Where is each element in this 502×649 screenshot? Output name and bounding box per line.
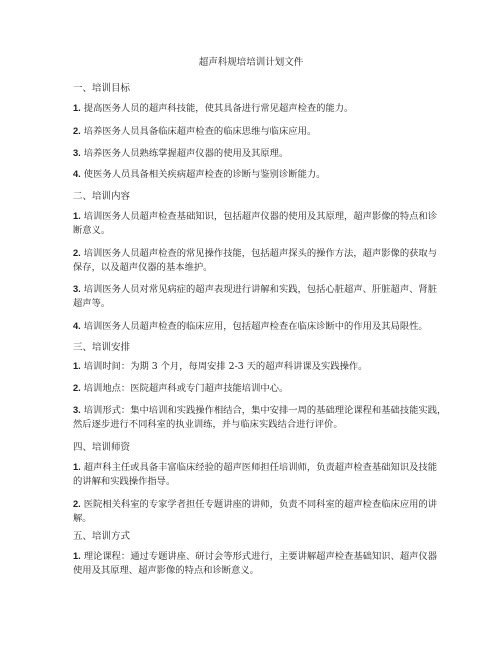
- item-text-line: 解。: [73, 513, 92, 524]
- item-number: 2.: [73, 126, 81, 136]
- item-text-line: 培训医务人员对常见病症的超声表现进行讲解和实践，包括心脏超声、肝脏超声、肾脏: [83, 284, 438, 295]
- item-number: 1.: [73, 462, 81, 472]
- item-text-line: 保存，以及超声仪器的基本维护。: [73, 262, 213, 273]
- item-text-line: 的讲解和实践操作指导。: [73, 476, 176, 487]
- item-text: 提高医务人员的超声科技能，使其具备进行常见超声检查的能力。: [83, 103, 354, 114]
- item-number: 3.: [73, 148, 81, 158]
- item-text-line: 培训医务人员超声检查的常见操作技能，包括超声探头的操作方法，超声影像的获取与: [83, 248, 438, 259]
- item-text-line: 超声科主任或具备丰富临床经验的超声医师担任培训师，负责超声检查基础知识及技能: [83, 462, 438, 473]
- list-item: [73, 549, 438, 578]
- item-number: 2.: [73, 248, 81, 258]
- list-item: [73, 246, 438, 275]
- section-heading-instructors: 四、培训师资: [73, 442, 131, 453]
- item-text: 培训时间：为期 3 个月，每周安排 2-3 天的超声科讲课及实践操作。: [83, 361, 368, 372]
- list-item: [73, 381, 433, 396]
- item-text-line: 理论课程：通过专题讲座、研讨会等形式进行，主要讲解超声检查基础知识、超声仪器: [83, 551, 438, 562]
- item-text-line: 超声等。: [73, 298, 111, 309]
- section-heading-schedule: 三、培训安排: [73, 342, 131, 353]
- section-heading-content: 二、培训内容: [73, 191, 131, 202]
- item-number: 3.: [73, 284, 81, 294]
- item-text: 使医务人员具备相关疾病超声检查的诊断与鉴别诊断能力。: [83, 169, 326, 180]
- list-item: [73, 403, 447, 432]
- list-item: [73, 146, 433, 161]
- item-number: 3.: [73, 405, 81, 415]
- section-heading-goals: 一、培训目标: [73, 83, 131, 94]
- item-number: 1.: [73, 551, 81, 561]
- item-number: 2.: [73, 383, 81, 393]
- item-text-line: 然后逐步进行不同科室的执业训练，并与临床实践结合进行评价。: [73, 419, 343, 430]
- list-item: [73, 359, 433, 374]
- list-item: [73, 319, 433, 334]
- item-text: 培训地点：医院超声科或专门超声技能培训中心。: [83, 383, 289, 394]
- item-text-line: 培训形式：集中培训和实践操作相结合，集中安排一周的基础理论课程和基础技能实践，: [80, 405, 447, 416]
- item-number: 1.: [73, 361, 81, 371]
- item-number: 4.: [73, 321, 81, 331]
- item-text-line: 使用及其原理、超声影像的特点和诊断意义。: [73, 565, 259, 576]
- item-text: 培训医务人员超声检查的临床应用，包括超声检查在临床诊断中的作用及其局限性。: [83, 321, 428, 332]
- item-text: 培养医务人员具备临床超声检查的临床思维与临床应用。: [83, 126, 317, 137]
- section-heading-methods: 五、培训方式: [73, 531, 131, 542]
- item-number: 4.: [73, 169, 81, 179]
- item-text-line: 培训医务人员超声检查基础知识，包括超声仪器的使用及其原理，超声影像的特点和诊: [83, 211, 438, 222]
- list-item: [73, 167, 433, 182]
- list-item: [73, 124, 433, 139]
- item-text-line: 断意义。: [73, 225, 111, 236]
- item-number: 1.: [73, 103, 81, 113]
- list-item: [73, 497, 438, 526]
- list-item: [73, 101, 433, 116]
- item-text: 培养医务人员熟练掌握超声仪器的使用及其原理。: [83, 148, 289, 159]
- item-number: 2.: [73, 499, 81, 509]
- list-item: [73, 282, 438, 311]
- list-item: [73, 209, 438, 238]
- document-title: 超声科规培培训计划文件: [198, 57, 304, 68]
- list-item: [73, 460, 438, 489]
- item-number: 1.: [73, 211, 81, 221]
- item-text-line: 医院相关科室的专家学者担任专题讲座的讲师，负责不同科室的超声检查临床应用的讲: [83, 499, 438, 510]
